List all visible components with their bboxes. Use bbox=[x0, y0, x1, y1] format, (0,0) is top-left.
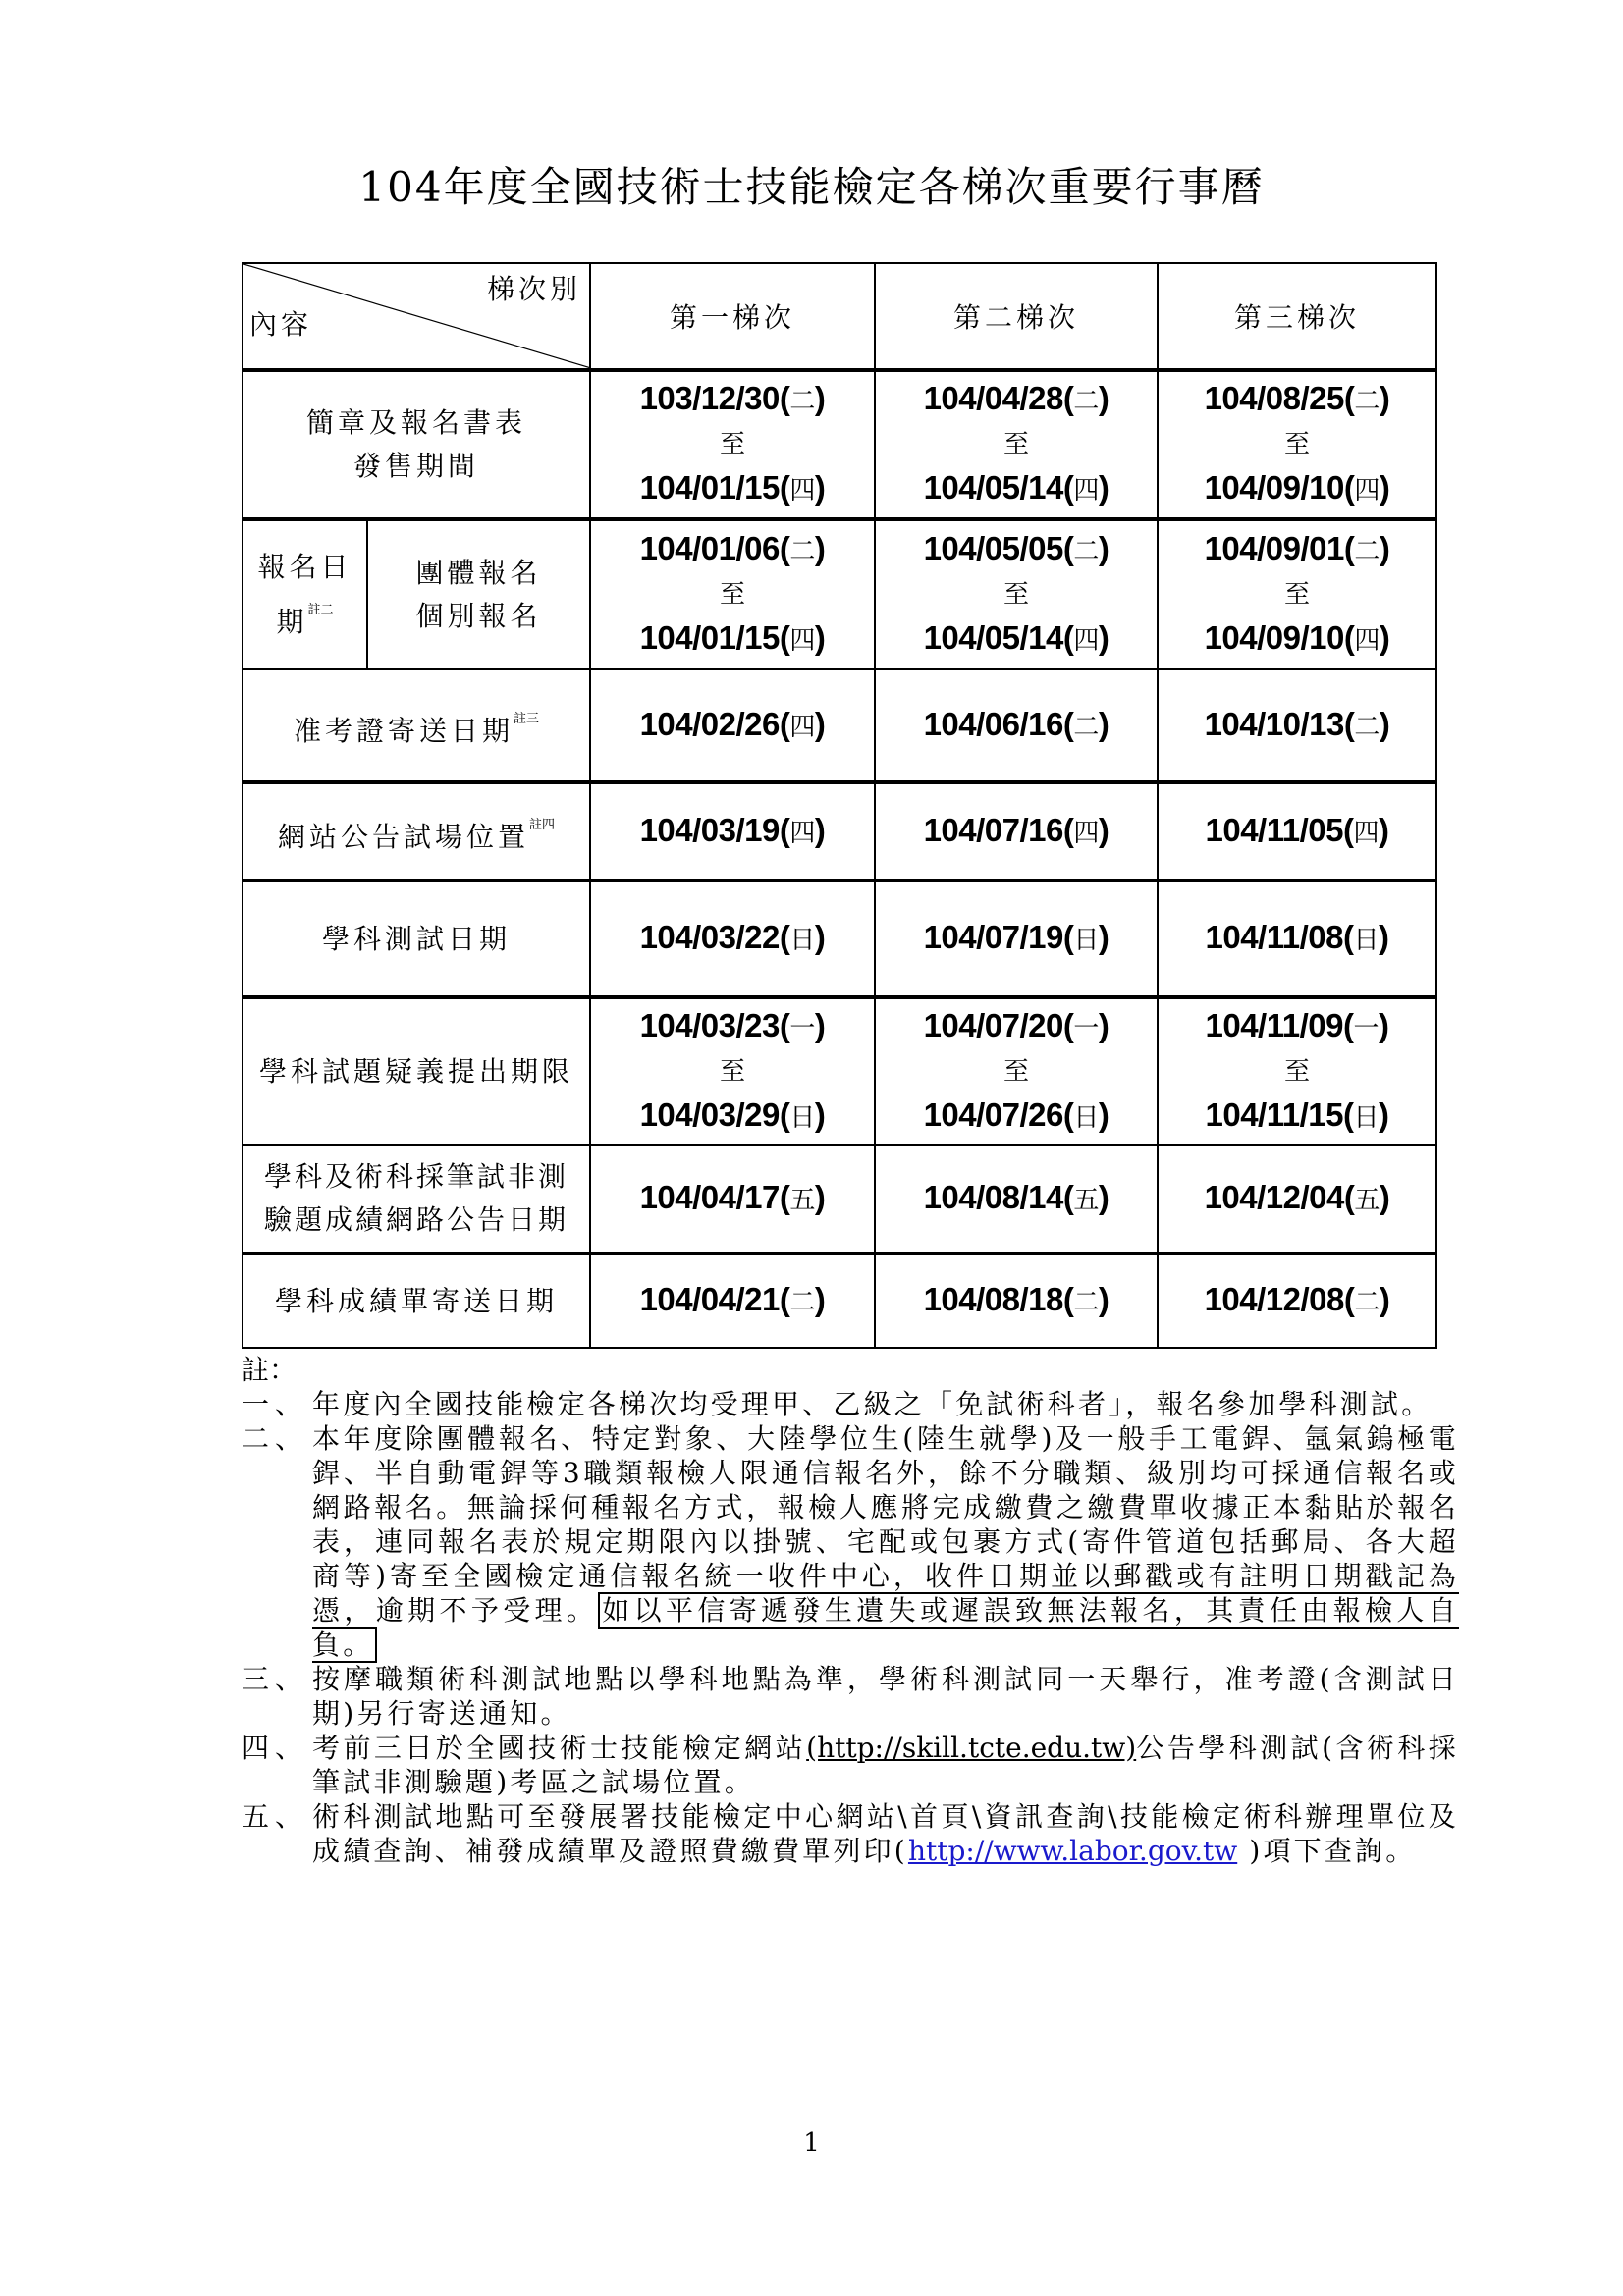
date-to: 104/01/15 bbox=[639, 619, 780, 656]
row-label: 學科測試日期 bbox=[243, 881, 590, 997]
table-row bbox=[243, 1254, 1436, 1348]
table-row bbox=[243, 519, 1436, 669]
row-label-text: 網站公告試場位置 bbox=[277, 821, 529, 853]
row-label bbox=[243, 519, 367, 669]
weekday: 四 bbox=[1073, 476, 1099, 506]
date-cell: 104/11/08(日) bbox=[1158, 881, 1436, 997]
date: 104/12/04 bbox=[1204, 1178, 1344, 1215]
skill-website-link[interactable]: (http://skill.tcte.edu.tw) bbox=[806, 1732, 1137, 1764]
column-header: 第一梯次 bbox=[590, 263, 875, 370]
range-separator: 至 bbox=[1002, 580, 1029, 610]
weekday: 四 bbox=[1354, 626, 1380, 656]
note-text: 按摩職類術科測試地點以學科地點為準，學術科測試同一天舉行，准考證(含測試日期)另行寄送通知。 bbox=[312, 1663, 1459, 1730]
labor-website-link[interactable]: http://www.labor.gov.tw bbox=[907, 1835, 1238, 1867]
weekday: 二 bbox=[1073, 387, 1099, 416]
note-text: 年度內全國技能檢定各梯次均受理甲、乙級之「免試術科者」，報名參加學科測試。 bbox=[312, 1388, 1433, 1420]
table-row bbox=[243, 370, 1436, 519]
weekday: 日 bbox=[1353, 926, 1379, 955]
weekday: 四 bbox=[789, 712, 815, 742]
date-cell: 104/11/05(四) bbox=[1158, 782, 1436, 881]
weekday: 二 bbox=[789, 1288, 815, 1317]
note-ref: 註二 bbox=[307, 603, 334, 617]
date-from: 104/04/28 bbox=[923, 380, 1063, 416]
date: 104/07/19 bbox=[923, 919, 1063, 955]
table-row bbox=[243, 669, 1436, 782]
weekday: 二 bbox=[1073, 1288, 1099, 1317]
date-cell: 104/03/22(日) bbox=[590, 881, 875, 997]
date-to: 104/11/15 bbox=[1205, 1095, 1343, 1133]
date: 104/08/14 bbox=[923, 1178, 1063, 1215]
date-from: 104/09/01 bbox=[1204, 530, 1344, 566]
date-range-cell: 103/12/30(二) 至 104/01/15(四) bbox=[590, 370, 875, 519]
note-ref: 註四 bbox=[529, 818, 556, 832]
note-item bbox=[242, 1799, 1459, 1868]
note-number: 二、 bbox=[242, 1422, 309, 1455]
header-batch-label: 梯次別 bbox=[486, 273, 581, 305]
weekday: 四 bbox=[1073, 626, 1099, 656]
range-separator: 至 bbox=[719, 1056, 745, 1087]
date: 104/04/17 bbox=[639, 1178, 780, 1215]
schedule-table bbox=[242, 262, 1437, 1349]
date-from: 104/11/09 bbox=[1205, 1006, 1343, 1043]
date-cell: 104/08/14(五) bbox=[875, 1145, 1158, 1254]
weekday: 四 bbox=[1073, 818, 1099, 848]
date-range-cell: 104/07/20(一) 至 104/07/26(日) bbox=[875, 997, 1158, 1145]
row-label bbox=[243, 782, 590, 881]
weekday: 二 bbox=[1354, 712, 1380, 742]
weekday: 四 bbox=[1353, 818, 1379, 848]
range-separator: 至 bbox=[719, 580, 745, 610]
note-text: 術科測試地點可至發展署技能檢定中心網站\首頁\資訊查詢\技能檢定術科辦理單位及成績查詢、補發成績單及證照費繳費單列印( bbox=[312, 1800, 1459, 1867]
date-range-cell: 104/08/25(二) 至 104/09/10(四) bbox=[1158, 370, 1436, 519]
weekday: 日 bbox=[789, 926, 815, 955]
notes-section bbox=[242, 1353, 1459, 1868]
date-to: 104/09/10 bbox=[1204, 469, 1344, 506]
date: 104/04/21 bbox=[639, 1281, 780, 1317]
note-number: 四、 bbox=[242, 1732, 309, 1764]
date: 104/07/16 bbox=[923, 811, 1063, 848]
column-header: 第三梯次 bbox=[1158, 263, 1436, 370]
row-label bbox=[243, 669, 590, 782]
weekday: 日 bbox=[1073, 926, 1099, 955]
date-cell: 104/04/17(五) bbox=[590, 1145, 875, 1254]
date-range-cell: 104/09/01(二) 至 104/09/10(四) bbox=[1158, 519, 1436, 669]
weekday: 一 bbox=[789, 1013, 815, 1043]
date: 104/02/26 bbox=[639, 705, 780, 742]
table-row bbox=[243, 782, 1436, 881]
weekday: 二 bbox=[789, 537, 815, 566]
note-text: 考前三日於全國技術士技能檢定網站 bbox=[312, 1732, 807, 1764]
weekday: 日 bbox=[1353, 1102, 1379, 1133]
table-row bbox=[243, 881, 1436, 997]
date-cell: 104/02/26(四) bbox=[590, 669, 875, 782]
date-from: 104/08/25 bbox=[1204, 380, 1344, 416]
row-label: 學科試題疑義提出期限 bbox=[243, 997, 590, 1145]
date: 104/03/22 bbox=[639, 919, 780, 955]
weekday: 一 bbox=[1073, 1013, 1099, 1043]
weekday: 二 bbox=[1073, 712, 1099, 742]
weekday: 四 bbox=[789, 476, 815, 506]
row-sub-label bbox=[367, 519, 590, 669]
sub-label-group: 團體報名 bbox=[415, 557, 542, 589]
date-cell: 104/12/08(二) bbox=[1158, 1254, 1436, 1348]
row-label-text: 報名日期 bbox=[257, 551, 352, 638]
weekday: 二 bbox=[1354, 537, 1380, 566]
date-from: 104/07/20 bbox=[923, 1006, 1063, 1043]
date-to: 104/05/14 bbox=[923, 469, 1063, 506]
date-cell: 104/07/19(日) bbox=[875, 881, 1158, 997]
page-number: 1 bbox=[803, 2128, 820, 2158]
date: 104/11/08 bbox=[1205, 919, 1343, 955]
date-cell: 104/10/13(二) bbox=[1158, 669, 1436, 782]
table-row bbox=[243, 1145, 1436, 1254]
header-content-label: 內容 bbox=[249, 308, 313, 341]
weekday: 日 bbox=[789, 1102, 815, 1133]
weekday: 二 bbox=[1073, 537, 1099, 566]
range-separator: 至 bbox=[1002, 430, 1029, 459]
note-item bbox=[242, 1731, 1459, 1799]
date-to: 104/09/10 bbox=[1204, 619, 1344, 656]
note-item bbox=[242, 1421, 1459, 1662]
date-cell: 104/03/19(四) bbox=[590, 782, 875, 881]
note-ref: 註三 bbox=[514, 712, 540, 726]
range-separator: 至 bbox=[1283, 580, 1310, 610]
date-range-cell: 104/03/23(一) 至 104/03/29(日) bbox=[590, 997, 875, 1145]
date: 104/06/16 bbox=[923, 705, 1063, 742]
range-separator: 至 bbox=[1002, 1056, 1029, 1087]
date-cell: 104/12/04(五) bbox=[1158, 1145, 1436, 1254]
note-number: 三、 bbox=[242, 1663, 309, 1695]
note-number: 五、 bbox=[242, 1800, 309, 1833]
weekday: 四 bbox=[789, 626, 815, 656]
weekday: 一 bbox=[1353, 1013, 1379, 1043]
row-label-text: 准考證寄送日期 bbox=[293, 715, 514, 747]
column-header: 第二梯次 bbox=[875, 263, 1158, 370]
row-label-line: 發售期間 bbox=[352, 450, 479, 482]
date-cell: 104/07/16(四) bbox=[875, 782, 1158, 881]
row-label bbox=[243, 1145, 590, 1254]
note-item bbox=[242, 1387, 1459, 1421]
range-separator: 至 bbox=[1283, 1056, 1310, 1087]
boxed-warning: 如以平信寄遞發生遺失或遲誤致無法報名，其責任由報檢人自負。 bbox=[312, 1594, 1459, 1661]
date-from: 104/05/05 bbox=[923, 530, 1063, 566]
date-cell: 104/08/18(二) bbox=[875, 1254, 1158, 1348]
row-label-line: 簡章及報名書表 bbox=[305, 406, 526, 439]
weekday: 五 bbox=[1354, 1185, 1380, 1215]
date: 104/08/18 bbox=[923, 1281, 1063, 1317]
note-text: 公告學科測試(含術科採筆試非測驗題)考區之試場位置。 bbox=[312, 1732, 1460, 1798]
date-range-cell: 104/05/05(二) 至 104/05/14(四) bbox=[875, 519, 1158, 669]
weekday: 日 bbox=[1073, 1102, 1099, 1133]
date: 104/03/19 bbox=[639, 811, 780, 848]
weekday: 二 bbox=[1354, 1288, 1380, 1317]
date-cell: 104/04/21(二) bbox=[590, 1254, 875, 1348]
date-range-cell: 104/01/06(二) 至 104/01/15(四) bbox=[590, 519, 875, 669]
weekday: 四 bbox=[789, 818, 815, 848]
date-from: 104/01/06 bbox=[639, 530, 780, 566]
sub-label-individual: 個別報名 bbox=[415, 600, 542, 632]
range-separator: 至 bbox=[1283, 430, 1310, 459]
header-corner-cell bbox=[243, 263, 590, 370]
range-separator: 至 bbox=[719, 430, 745, 459]
row-label-line: 驗題成績網路公告日期 bbox=[263, 1203, 568, 1236]
notes-heading: 註： bbox=[242, 1354, 298, 1386]
weekday: 五 bbox=[789, 1185, 815, 1215]
weekday: 四 bbox=[1354, 476, 1380, 506]
date-to: 104/03/29 bbox=[639, 1095, 780, 1133]
note-item bbox=[242, 1662, 1459, 1731]
row-label-line: 學科及術科採筆試非測 bbox=[263, 1160, 568, 1193]
date: 104/10/13 bbox=[1204, 705, 1344, 742]
date-to: 104/01/15 bbox=[639, 469, 780, 506]
date: 104/11/05 bbox=[1205, 811, 1343, 848]
date-range-cell: 104/11/09(一) 至 104/11/15(日) bbox=[1158, 997, 1436, 1145]
date-range-cell: 104/04/28(二) 至 104/05/14(四) bbox=[875, 370, 1158, 519]
note-number: 一、 bbox=[242, 1388, 309, 1420]
date-to: 104/05/14 bbox=[923, 619, 1063, 656]
note-text: )項下查詢。 bbox=[1237, 1835, 1417, 1867]
weekday: 二 bbox=[789, 387, 815, 416]
row-label bbox=[243, 370, 590, 519]
row-label: 學科成績單寄送日期 bbox=[243, 1254, 590, 1348]
note-text: 本年度除團體報名、特定對象、大陸學位生(陸生就學)及一般手工電銲、氬氣鎢極電銲、半自動電銲等3職類報檢人限通信報名外，餘不分職類、級別均可採通信報名或網路報名。無論採何種報名方式，報檢人應將完成繳費之繳費單收據正本黏貼於報名表，連同報名表於規定期限內以掛號、宅配或包裹方式(寄件管道包括郵局、各大超商等)寄至全國檢定通信報名統一收件中心，收件日期並以郵戳或有註明日期戳記為憑，逾期不予受理。 bbox=[312, 1422, 1459, 1627]
document-title: 104年度全國技術士技能檢定各梯次重要行事曆 bbox=[358, 163, 1265, 211]
table-row bbox=[243, 997, 1436, 1145]
weekday: 二 bbox=[1354, 387, 1380, 416]
date-from: 104/03/23 bbox=[639, 1006, 780, 1043]
table-header-row bbox=[243, 263, 1436, 370]
date-to: 104/07/26 bbox=[923, 1095, 1063, 1133]
weekday: 五 bbox=[1073, 1185, 1099, 1215]
date-from: 103/12/30 bbox=[639, 380, 780, 416]
date-cell: 104/06/16(二) bbox=[875, 669, 1158, 782]
date: 104/12/08 bbox=[1204, 1281, 1344, 1317]
